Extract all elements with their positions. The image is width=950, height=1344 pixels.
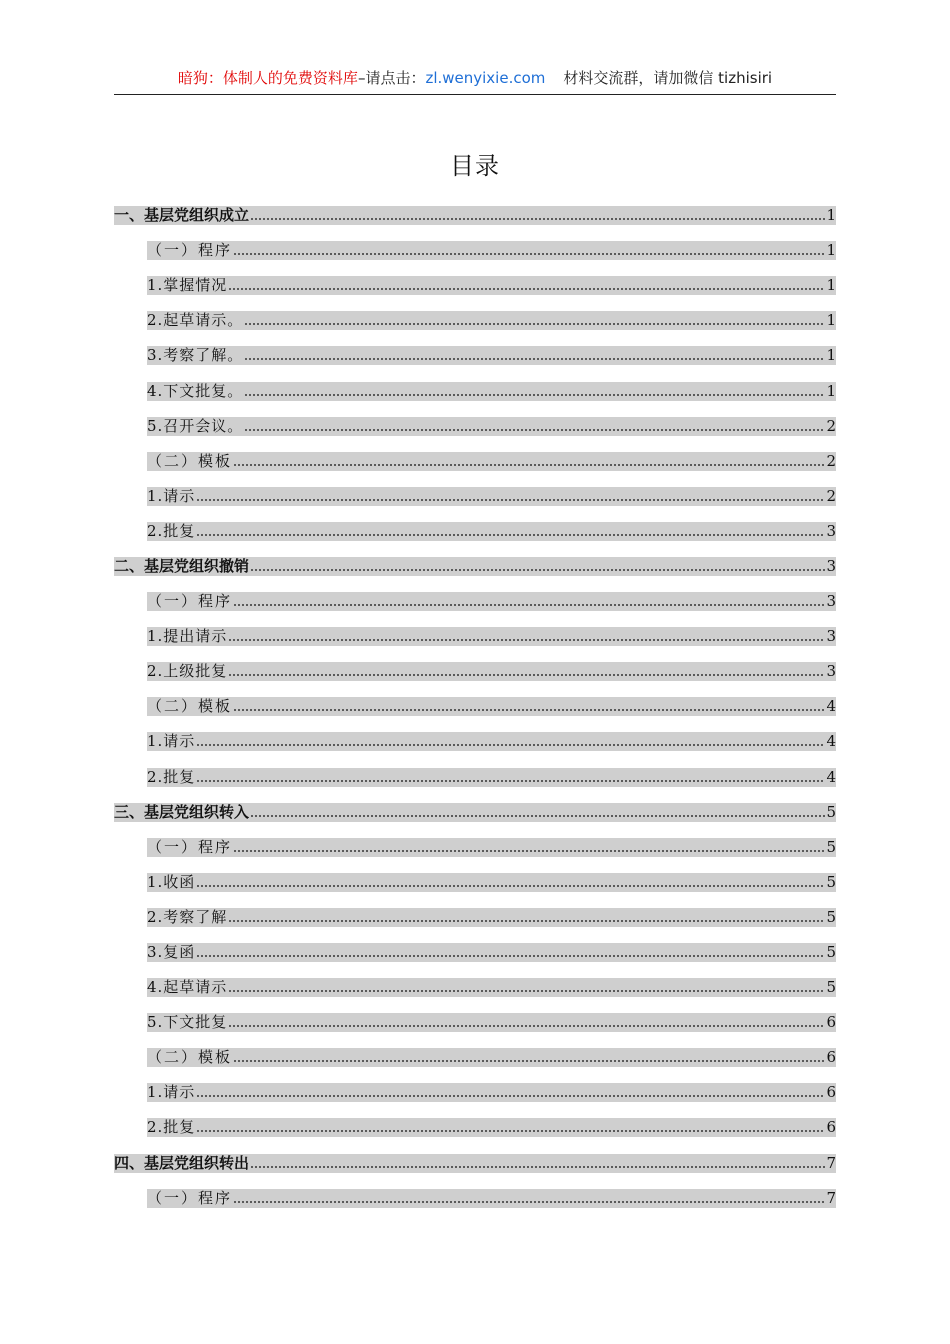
toc-entry-label: 3.考察了解。 (147, 346, 244, 365)
toc-entry[interactable] (114, 549, 836, 584)
dot-leader (233, 708, 825, 712)
toc-entry[interactable] (114, 268, 836, 303)
toc-entry[interactable] (114, 479, 836, 514)
toc-entry-link[interactable] (147, 487, 836, 506)
dot-leader (250, 217, 825, 221)
toc-entry[interactable] (114, 795, 836, 830)
toc-entry-link[interactable] (147, 592, 836, 611)
toc-entry-link[interactable] (147, 908, 836, 927)
header-prompt-text: –请点击： (357, 69, 426, 87)
dot-leader (196, 1094, 825, 1098)
toc-entry-page-number: 1 (826, 381, 836, 400)
toc-entry-label: 1.请示 (147, 732, 196, 751)
toc-entry-page-number: 5 (826, 978, 836, 997)
dot-leader (244, 428, 825, 432)
header-brand-text: 暗狗：体制人的免费资料库 (177, 69, 358, 87)
toc-entry-page-number: 1 (826, 206, 836, 225)
toc-entry[interactable] (114, 409, 836, 444)
toc-entry-link[interactable] (147, 276, 836, 295)
toc-entry-page-number: 2 (826, 451, 836, 470)
dot-leader (233, 463, 825, 467)
toc-entry-page-number: 6 (826, 1013, 836, 1032)
toc-entry-page-number: 7 (826, 1188, 836, 1207)
toc-entry-label: 2.批复 (147, 521, 196, 540)
toc-entry-page-number: 1 (826, 276, 836, 295)
toc-entry-page-number: 4 (826, 767, 836, 786)
dot-leader (250, 568, 825, 572)
dot-leader (228, 287, 825, 291)
toc-entry-link[interactable] (147, 1083, 836, 1102)
toc-entry-label: 一、基层党组织成立 (114, 206, 250, 225)
toc-entry-page-number: 6 (826, 1118, 836, 1137)
dot-leader (244, 393, 825, 397)
toc-entry[interactable] (114, 1075, 836, 1110)
toc-entry-link[interactable] (147, 697, 836, 716)
toc-entry[interactable] (114, 654, 836, 689)
toc-entry[interactable] (114, 830, 836, 865)
toc-entry[interactable] (114, 724, 836, 759)
toc-entry[interactable] (114, 900, 836, 935)
toc-entry[interactable] (114, 584, 836, 619)
toc-entry-link[interactable] (147, 346, 836, 365)
toc-entry[interactable] (114, 373, 836, 408)
toc-entry-link[interactable] (114, 1154, 836, 1173)
dot-leader (250, 814, 825, 818)
dot-leader (196, 884, 825, 888)
toc-entry-link[interactable] (147, 662, 836, 681)
toc-entry[interactable] (114, 303, 836, 338)
toc-entry-page-number: 6 (826, 1048, 836, 1067)
toc-entry-label: 3.复函 (147, 943, 196, 962)
toc-entry-link[interactable] (147, 978, 836, 997)
dot-leader (196, 954, 825, 958)
toc-entry[interactable] (114, 1181, 836, 1216)
toc-entry-link[interactable] (147, 241, 836, 260)
toc-entry-link[interactable] (114, 206, 836, 225)
toc-entry-link[interactable] (114, 557, 836, 576)
toc-entry[interactable] (114, 935, 836, 970)
toc-entry-label: 5.召开会议。 (147, 416, 244, 435)
header-group-text: 材料交流群，请加微信 tizhisiri (563, 69, 773, 87)
toc-entry-link[interactable] (147, 417, 836, 436)
toc-entry-link[interactable] (114, 803, 836, 822)
toc-entry-label: 2.批复 (147, 1118, 196, 1137)
toc-entry-link[interactable] (147, 522, 836, 541)
dot-leader (196, 533, 825, 537)
toc-entry[interactable] (114, 865, 836, 900)
toc-entry-label: （二）模板 (147, 697, 233, 716)
dot-leader (196, 498, 825, 502)
toc-entry[interactable] (114, 444, 836, 479)
toc-entry-label: 1.掌握情况 (147, 276, 228, 295)
toc-entry-page-number: 5 (826, 943, 836, 962)
toc-entry[interactable] (114, 338, 836, 373)
toc-entry-page-number: 5 (826, 837, 836, 856)
toc-entry-link[interactable] (147, 943, 836, 962)
toc-entry-page-number: 5 (826, 802, 836, 821)
toc-entry-label: 1.收函 (147, 872, 196, 891)
toc-entry-link[interactable] (147, 382, 836, 401)
toc-entry-page-number: 3 (826, 521, 836, 540)
toc-entry-page-number: 3 (826, 592, 836, 611)
toc-entry-page-number: 1 (826, 346, 836, 365)
toc-entry-link[interactable] (147, 732, 836, 751)
toc-entry-link[interactable] (147, 627, 836, 646)
toc-entry-page-number: 1 (826, 241, 836, 260)
dot-leader (196, 1129, 825, 1133)
toc-entry-link[interactable] (147, 768, 836, 787)
toc-entry-label: 2.批复 (147, 767, 196, 786)
toc-entry-label: 2.考察了解 (147, 907, 228, 926)
toc-entry[interactable] (114, 1040, 836, 1075)
toc-entry-page-number: 5 (826, 907, 836, 926)
toc-entry-page-number: 5 (826, 872, 836, 891)
toc-entry-label: 4.起草请示 (147, 978, 228, 997)
toc-entry[interactable] (114, 970, 836, 1005)
dot-leader (233, 849, 825, 853)
toc-entry-page-number: 3 (826, 662, 836, 681)
dot-leader (244, 322, 825, 326)
dot-leader (228, 638, 825, 642)
dot-leader (196, 779, 825, 783)
dot-leader (233, 1059, 825, 1063)
toc-entry[interactable] (114, 1005, 836, 1040)
dot-leader (196, 743, 825, 747)
toc-entry-link[interactable] (147, 838, 836, 857)
page-header (114, 62, 836, 95)
toc-entry[interactable] (114, 760, 836, 795)
toc-entry-label: 1.请示 (147, 1083, 196, 1102)
toc-entry-label: （一）程序 (147, 1188, 233, 1207)
toc-entry[interactable] (114, 514, 836, 549)
dot-leader (228, 673, 825, 677)
table-of-contents (114, 198, 836, 1216)
toc-entry-label: （一）程序 (147, 592, 233, 611)
dot-leader (233, 1200, 825, 1204)
dot-leader (233, 252, 825, 256)
toc-entry-label: （一）程序 (147, 241, 233, 260)
toc-entry-page-number: 2 (826, 486, 836, 505)
toc-entry[interactable] (114, 1146, 836, 1181)
toc-entry[interactable] (114, 233, 836, 268)
toc-entry-label: 二、基层党组织撤销 (114, 556, 250, 575)
toc-entry-label: 四、基层党组织转出 (114, 1153, 250, 1172)
dot-leader (228, 1024, 825, 1028)
dot-leader (250, 1165, 825, 1169)
toc-entry[interactable] (114, 689, 836, 724)
toc-entry-page-number: 1 (826, 311, 836, 330)
toc-entry-label: 4.下文批复。 (147, 381, 244, 400)
toc-entry-label: 2.起草请示。 (147, 311, 244, 330)
dot-leader (228, 919, 825, 923)
toc-entry-page-number: 4 (826, 697, 836, 716)
toc-entry-page-number: 7 (826, 1153, 836, 1172)
toc-entry-label: （二）模板 (147, 1048, 233, 1067)
toc-entry-page-number: 2 (826, 416, 836, 435)
toc-entry-label: 2.上级批复 (147, 662, 228, 681)
header-url-link[interactable]: zl.wenyixie.com (425, 69, 546, 87)
toc-entry-link[interactable] (147, 452, 836, 471)
toc-entry-label: 三、基层党组织转入 (114, 802, 250, 821)
toc-entry-label: 1.请示 (147, 486, 196, 505)
toc-entry-label: 5.下文批复 (147, 1013, 228, 1032)
toc-entry-page-number: 3 (826, 627, 836, 646)
toc-entry[interactable] (114, 619, 836, 654)
toc-entry-link[interactable] (147, 1118, 836, 1137)
toc-entry-label: 1.提出请示 (147, 627, 228, 646)
toc-entry[interactable] (114, 198, 836, 233)
toc-entry-label: （二）模板 (147, 451, 233, 470)
dot-leader (228, 989, 825, 993)
toc-title: 目录 (450, 152, 500, 180)
toc-entry-page-number: 6 (826, 1083, 836, 1102)
dot-leader (233, 603, 825, 607)
toc-entry-link[interactable] (147, 1048, 836, 1067)
toc-entry-label: （一）程序 (147, 837, 233, 856)
toc-entry[interactable] (114, 1110, 836, 1145)
toc-entry-link[interactable] (147, 873, 836, 892)
toc-entry-link[interactable] (147, 1189, 836, 1208)
toc-entry-page-number: 4 (826, 732, 836, 751)
toc-entry-page-number: 3 (826, 556, 836, 575)
toc-entry-link[interactable] (147, 311, 836, 330)
toc-entry-link[interactable] (147, 1013, 836, 1032)
dot-leader (244, 357, 825, 361)
